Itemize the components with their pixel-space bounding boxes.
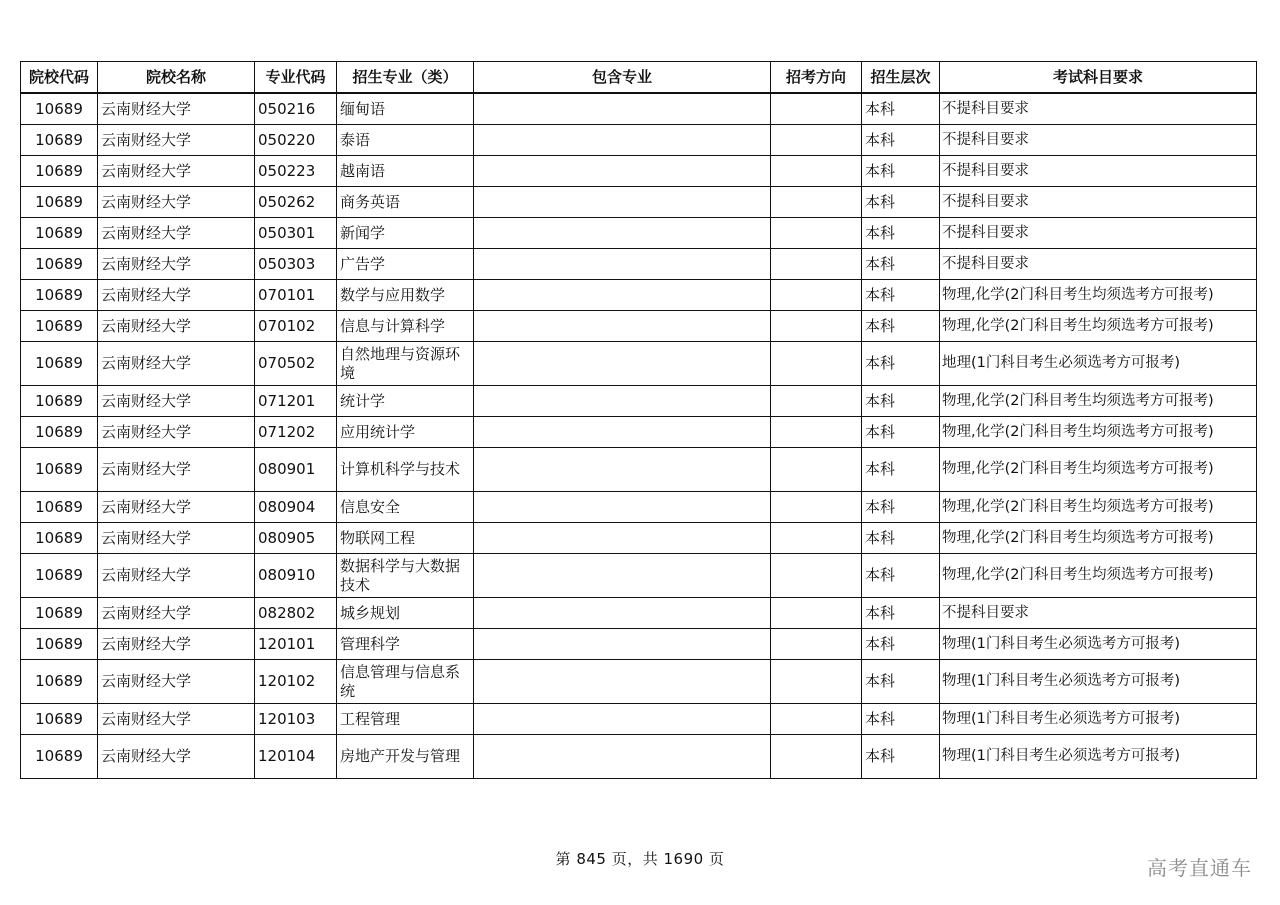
level-cell: 本科	[862, 492, 940, 523]
school-name-cell: 云南财经大学	[98, 280, 255, 311]
direction-cell	[771, 342, 862, 386]
level-cell: 本科	[862, 156, 940, 187]
requirement-cell: 物理(1门科目考生必须选考方可报考)	[940, 660, 1257, 704]
table-row	[21, 704, 1257, 735]
requirement-cell: 地理(1门科目考生必须选考方可报考)	[940, 342, 1257, 386]
requirement-cell: 物理,化学(2门科目考生均须选考方可报考)	[940, 311, 1257, 342]
major-code-cell: 070101	[255, 280, 337, 311]
direction-cell	[771, 187, 862, 218]
header-requirement: 考试科目要求	[940, 62, 1257, 94]
school-name-cell: 云南财经大学	[98, 448, 255, 492]
school-code-cell: 10689	[21, 554, 98, 598]
major-name-cell: 信息与计算科学	[337, 311, 474, 342]
major-code-cell: 120103	[255, 704, 337, 735]
direction-cell	[771, 280, 862, 311]
level-cell: 本科	[862, 660, 940, 704]
school-name-cell: 云南财经大学	[98, 554, 255, 598]
requirement-cell: 不提科目要求	[940, 156, 1257, 187]
major-name-cell: 计算机科学与技术	[337, 448, 474, 492]
header-major-code: 专业代码	[255, 62, 337, 94]
school-code-cell: 10689	[21, 660, 98, 704]
school-code-cell: 10689	[21, 704, 98, 735]
requirement-cell: 物理,化学(2门科目考生均须选考方可报考)	[940, 386, 1257, 417]
level-cell: 本科	[862, 249, 940, 280]
major-name-cell: 物联网工程	[337, 523, 474, 554]
page-number: 第 845 页，共 1690 页	[555, 850, 725, 868]
level-cell: 本科	[862, 448, 940, 492]
requirement-cell: 不提科目要求	[940, 187, 1257, 218]
table-row	[21, 386, 1257, 417]
table-row	[21, 218, 1257, 249]
school-name-cell: 云南财经大学	[98, 417, 255, 448]
includes-cell	[474, 735, 771, 779]
direction-cell	[771, 523, 862, 554]
requirement-cell: 物理(1门科目考生必须选考方可报考)	[940, 629, 1257, 660]
header-school-name: 院校名称	[98, 62, 255, 94]
school-name-cell: 云南财经大学	[98, 735, 255, 779]
direction-cell	[771, 629, 862, 660]
header-direction: 招考方向	[771, 62, 862, 94]
major-name-cell: 信息管理与信息系统	[337, 660, 474, 704]
level-cell: 本科	[862, 125, 940, 156]
includes-cell	[474, 280, 771, 311]
requirement-cell: 不提科目要求	[940, 218, 1257, 249]
major-name-cell: 广告学	[337, 249, 474, 280]
school-code-cell: 10689	[21, 523, 98, 554]
table-row	[21, 523, 1257, 554]
includes-cell	[474, 704, 771, 735]
level-cell: 本科	[862, 598, 940, 629]
level-cell: 本科	[862, 554, 940, 598]
direction-cell	[771, 554, 862, 598]
table-body	[21, 93, 1257, 779]
major-code-cell: 120101	[255, 629, 337, 660]
major-code-cell: 071202	[255, 417, 337, 448]
direction-cell	[771, 704, 862, 735]
level-cell: 本科	[862, 735, 940, 779]
level-cell: 本科	[862, 523, 940, 554]
requirement-cell: 物理,化学(2门科目考生均须选考方可报考)	[940, 523, 1257, 554]
direction-cell	[771, 660, 862, 704]
includes-cell	[474, 156, 771, 187]
requirement-cell: 物理,化学(2门科目考生均须选考方可报考)	[940, 554, 1257, 598]
table-row	[21, 249, 1257, 280]
school-name-cell: 云南财经大学	[98, 598, 255, 629]
includes-cell	[474, 523, 771, 554]
requirement-cell: 不提科目要求	[940, 125, 1257, 156]
requirement-cell: 物理(1门科目考生必须选考方可报考)	[940, 735, 1257, 779]
requirement-cell: 不提科目要求	[940, 249, 1257, 280]
includes-cell	[474, 187, 771, 218]
includes-cell	[474, 125, 771, 156]
school-code-cell: 10689	[21, 218, 98, 249]
school-code-cell: 10689	[21, 93, 98, 125]
includes-cell	[474, 492, 771, 523]
direction-cell	[771, 156, 862, 187]
major-code-cell: 050220	[255, 125, 337, 156]
header-includes: 包含专业	[474, 62, 771, 94]
level-cell: 本科	[862, 386, 940, 417]
includes-cell	[474, 218, 771, 249]
school-code-cell: 10689	[21, 629, 98, 660]
includes-cell	[474, 448, 771, 492]
major-name-cell: 信息安全	[337, 492, 474, 523]
major-name-cell: 数据科学与大数据技术	[337, 554, 474, 598]
direction-cell	[771, 417, 862, 448]
includes-cell	[474, 249, 771, 280]
includes-cell	[474, 311, 771, 342]
school-code-cell: 10689	[21, 598, 98, 629]
school-name-cell: 云南财经大学	[98, 629, 255, 660]
school-code-cell: 10689	[21, 448, 98, 492]
major-code-cell: 050301	[255, 218, 337, 249]
table-row	[21, 448, 1257, 492]
admissions-table-container	[20, 61, 1256, 779]
table-row	[21, 93, 1257, 125]
level-cell: 本科	[862, 187, 940, 218]
direction-cell	[771, 218, 862, 249]
includes-cell	[474, 93, 771, 125]
table-row	[21, 492, 1257, 523]
major-code-cell: 082802	[255, 598, 337, 629]
major-name-cell: 泰语	[337, 125, 474, 156]
admissions-table	[20, 61, 1257, 779]
school-name-cell: 云南财经大学	[98, 93, 255, 125]
direction-cell	[771, 492, 862, 523]
school-code-cell: 10689	[21, 125, 98, 156]
includes-cell	[474, 417, 771, 448]
includes-cell	[474, 342, 771, 386]
school-code-cell: 10689	[21, 417, 98, 448]
major-code-cell: 050262	[255, 187, 337, 218]
table-row	[21, 280, 1257, 311]
major-name-cell: 缅甸语	[337, 93, 474, 125]
table-row	[21, 554, 1257, 598]
school-code-cell: 10689	[21, 249, 98, 280]
table-row	[21, 629, 1257, 660]
major-name-cell: 城乡规划	[337, 598, 474, 629]
school-code-cell: 10689	[21, 735, 98, 779]
major-name-cell: 统计学	[337, 386, 474, 417]
direction-cell	[771, 311, 862, 342]
school-code-cell: 10689	[21, 156, 98, 187]
school-name-cell: 云南财经大学	[98, 704, 255, 735]
major-name-cell: 越南语	[337, 156, 474, 187]
school-code-cell: 10689	[21, 492, 98, 523]
major-name-cell: 数学与应用数学	[337, 280, 474, 311]
level-cell: 本科	[862, 704, 940, 735]
level-cell: 本科	[862, 629, 940, 660]
table-row	[21, 735, 1257, 779]
school-name-cell: 云南财经大学	[98, 249, 255, 280]
school-name-cell: 云南财经大学	[98, 156, 255, 187]
requirement-cell: 不提科目要求	[940, 598, 1257, 629]
school-code-cell: 10689	[21, 342, 98, 386]
direction-cell	[771, 598, 862, 629]
major-name-cell: 商务英语	[337, 187, 474, 218]
school-name-cell: 云南财经大学	[98, 660, 255, 704]
school-name-cell: 云南财经大学	[98, 342, 255, 386]
header-major: 招生专业（类）	[337, 62, 474, 94]
major-code-cell: 080905	[255, 523, 337, 554]
major-code-cell: 080901	[255, 448, 337, 492]
major-name-cell: 自然地理与资源环境	[337, 342, 474, 386]
table-row	[21, 342, 1257, 386]
table-row	[21, 660, 1257, 704]
school-name-cell: 云南财经大学	[98, 523, 255, 554]
major-code-cell: 080910	[255, 554, 337, 598]
major-name-cell: 房地产开发与管理	[337, 735, 474, 779]
header-school-code: 院校代码	[21, 62, 98, 94]
major-name-cell: 管理科学	[337, 629, 474, 660]
table-row	[21, 125, 1257, 156]
school-code-cell: 10689	[21, 187, 98, 218]
school-code-cell: 10689	[21, 311, 98, 342]
major-code-cell: 050223	[255, 156, 337, 187]
major-code-cell: 120102	[255, 660, 337, 704]
major-code-cell: 120104	[255, 735, 337, 779]
requirement-cell: 物理,化学(2门科目考生均须选考方可报考)	[940, 492, 1257, 523]
school-name-cell: 云南财经大学	[98, 125, 255, 156]
school-code-cell: 10689	[21, 280, 98, 311]
school-name-cell: 云南财经大学	[98, 492, 255, 523]
school-name-cell: 云南财经大学	[98, 311, 255, 342]
header-level: 招生层次	[862, 62, 940, 94]
major-code-cell: 050216	[255, 93, 337, 125]
major-code-cell: 070502	[255, 342, 337, 386]
school-code-cell: 10689	[21, 386, 98, 417]
major-name-cell: 工程管理	[337, 704, 474, 735]
table-row	[21, 156, 1257, 187]
includes-cell	[474, 629, 771, 660]
level-cell: 本科	[862, 342, 940, 386]
header-row	[21, 62, 1257, 94]
school-name-cell: 云南财经大学	[98, 218, 255, 249]
level-cell: 本科	[862, 280, 940, 311]
includes-cell	[474, 554, 771, 598]
table-row	[21, 311, 1257, 342]
major-code-cell: 050303	[255, 249, 337, 280]
level-cell: 本科	[862, 93, 940, 125]
level-cell: 本科	[862, 311, 940, 342]
table-row	[21, 598, 1257, 629]
requirement-cell: 物理,化学(2门科目考生均须选考方可报考)	[940, 448, 1257, 492]
major-code-cell: 080904	[255, 492, 337, 523]
direction-cell	[771, 125, 862, 156]
major-name-cell: 应用统计学	[337, 417, 474, 448]
direction-cell	[771, 93, 862, 125]
table-row	[21, 187, 1257, 218]
major-code-cell: 070102	[255, 311, 337, 342]
major-code-cell: 071201	[255, 386, 337, 417]
includes-cell	[474, 386, 771, 417]
major-name-cell: 新闻学	[337, 218, 474, 249]
requirement-cell: 物理(1门科目考生必须选考方可报考)	[940, 704, 1257, 735]
school-name-cell: 云南财经大学	[98, 386, 255, 417]
watermark-logo-text: 高考直通车	[1147, 856, 1252, 880]
direction-cell	[771, 249, 862, 280]
direction-cell	[771, 448, 862, 492]
direction-cell	[771, 735, 862, 779]
requirement-cell: 物理,化学(2门科目考生均须选考方可报考)	[940, 280, 1257, 311]
direction-cell	[771, 386, 862, 417]
includes-cell	[474, 598, 771, 629]
requirement-cell: 物理,化学(2门科目考生均须选考方可报考)	[940, 417, 1257, 448]
table-row	[21, 417, 1257, 448]
school-name-cell: 云南财经大学	[98, 187, 255, 218]
requirement-cell: 不提科目要求	[940, 93, 1257, 125]
level-cell: 本科	[862, 218, 940, 249]
includes-cell	[474, 660, 771, 704]
level-cell: 本科	[862, 417, 940, 448]
